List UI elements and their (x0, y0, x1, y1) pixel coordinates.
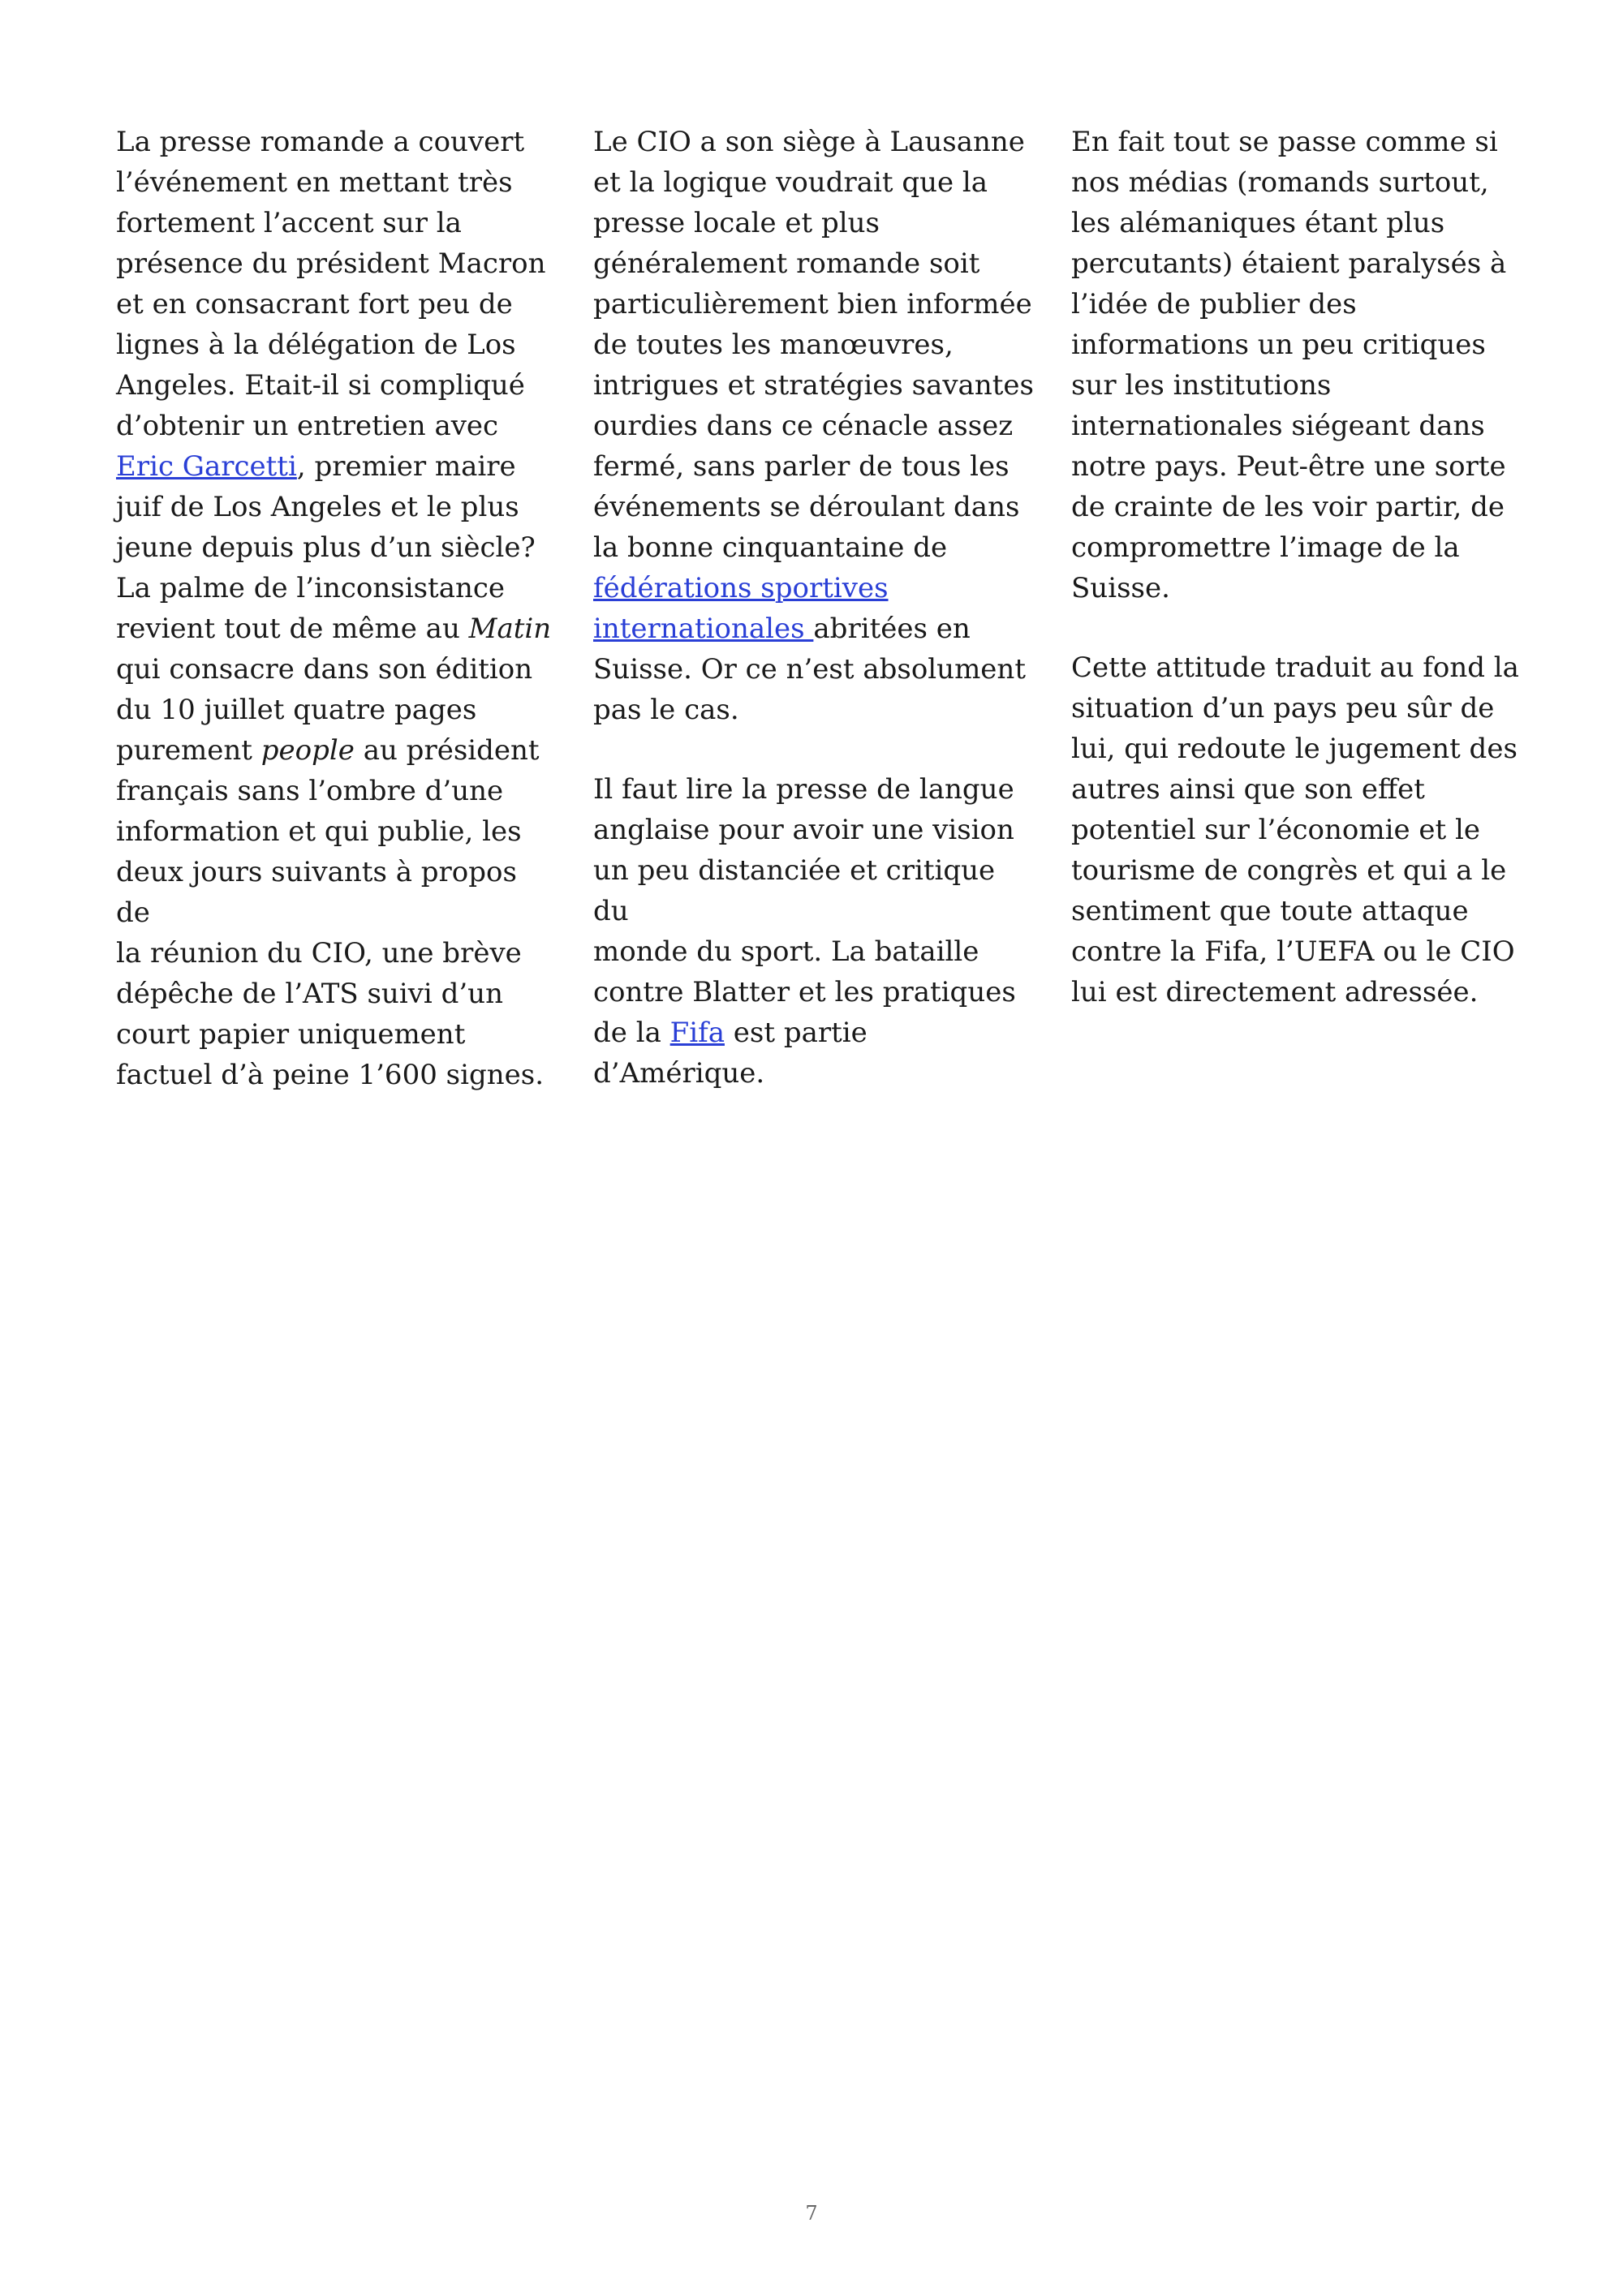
paragraph: En fait tout se passe comme si nos médias (romands surtout, les alémaniques étant plus percutants) étaient paralysés à l’idée de publier des informations un peu critiques sur les institutions internationales siégeant dans notre pays. Peut-être une sorte de crainte de les voir partir, de compromettre l’image de la Suisse. (1071, 126, 1507, 604)
column-3 (1071, 122, 1526, 1013)
paragraph-text: au président français sans l’ombre d’une information et qui publie, les deux jours suivants à propos de la réunion du CIO, une brève dépêche de l’ATS suivi d’un court papier uniquement factuel d’à peine 1’600 signes. (116, 734, 544, 1091)
paragraph-text: est partie d’Amérique. (593, 1017, 867, 1090)
paragraph (593, 769, 1035, 1094)
paragraph-text: abritées en Suisse. Or ce n’est absolument pas le cas. (593, 613, 1026, 726)
paragraph (116, 122, 558, 1095)
paragraph (593, 122, 1035, 730)
eric-garcetti-link[interactable]: Eric Garcetti (116, 450, 297, 483)
paragraph-text: , premier maire juif de Los Angeles et le plus jeune depuis plus d’un siècle? La palme de l’inconsistance revient tout de même au (116, 450, 536, 645)
paragraph-text: La presse romande a couvert l’événement en mettant très fortement l’accent sur la présence du président Macron et en consacrant fort peu de lignes à la délégation de Los Angeles. Etait-il si compliqué d’obtenir un entretien avec (116, 126, 546, 442)
page-number: 7 (805, 2202, 818, 2225)
paragraph: Cette attitude traduit au fond la situation d’un pays peu sûr de lui, qui redoute le jugement des autres ainsi que son effet potentiel sur l’économie et le tourisme de congrès et qui a le sentiment que toute attaque contre la Fifa, l’UEFA ou le CIO lui est directement adressée. (1071, 651, 1519, 1008)
column-2 (593, 122, 1035, 1094)
emphasis-word: people (260, 734, 355, 767)
paragraph-text: qui consacre dans son édition du 10 juillet quatre pages purement (116, 653, 533, 767)
fifa-link[interactable]: Fifa (669, 1017, 725, 1049)
paragraph-text: Il faut lire la presse de langue anglaise pour avoir une vision un peu distanciée et critique du monde du sport. La bataille contre Blatter et les pratiques de la (593, 773, 1016, 1049)
federations-sportives-link[interactable]: fédérations sportives internationales (593, 572, 889, 645)
newspaper-name: Matin (468, 613, 552, 645)
paragraph-text: Le CIO a son siège à Lausanne et la logique voudrait que la presse locale et plus généralement romande soit particulièrement bien informée de toutes les manœuvres, intrigues et stratégies savantes ourdies dans ce cénacle assez fermé, sans parler de tous les événements se déroulant dans la bonne cinquantaine de (593, 126, 1034, 564)
column-1 (116, 122, 558, 1095)
